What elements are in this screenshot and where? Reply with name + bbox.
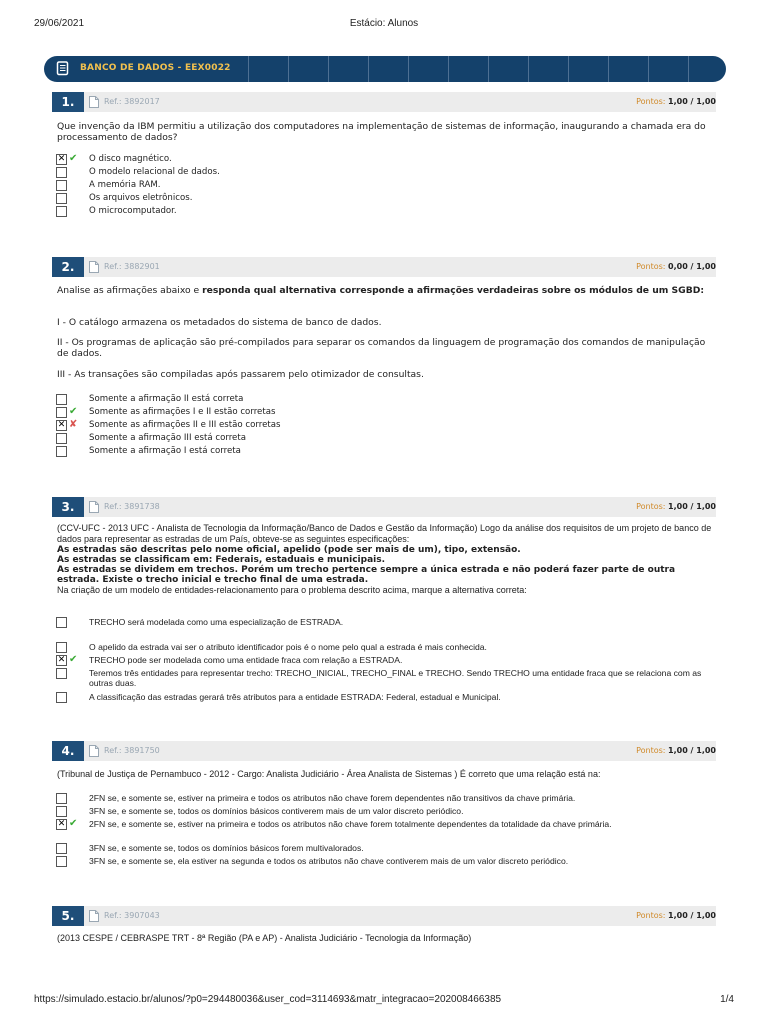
answer-checkbox[interactable] <box>56 806 67 817</box>
question-ref: Ref.: 3907043 <box>104 911 160 920</box>
question-points: Pontos: 1,00 / 1,00 <box>636 97 716 106</box>
answer-checkbox[interactable] <box>56 642 67 653</box>
question-ref: Ref.: 3882901 <box>104 262 160 271</box>
wrong-x-icon: ✘ <box>69 419 78 430</box>
answer-option[interactable]: Teremos três entidades para representar trecho: TRECHO_INICIAL, TRECHO_FINAL e TRECHO. Sendo TRECHO uma entidade fraca que se relaciona com as outras duas. <box>56 668 722 692</box>
answer-option[interactable]: 3FN se, e somente se, todos os domínios básicos contiverem mais de um valor discreto periódico. <box>56 806 722 818</box>
question-ref: Ref.: 3892017 <box>104 97 160 106</box>
question-points: Pontos: 0,00 / 1,00 <box>636 262 716 271</box>
question-text: Analise as afirmações abaixo e responda qual alternativa corresponde a afirmações verdadeiras sobre os módulos de um SGBD: <box>57 285 704 296</box>
answer-option[interactable]: TRECHO será modelada como uma especialização de ESTRADA. <box>56 617 722 629</box>
answer-option[interactable]: ✕ ✔ TRECHO pode ser modelada como uma entidade fraca com relação a ESTRADA. <box>56 655 722 667</box>
answer-checkbox[interactable] <box>56 692 67 703</box>
print-title: Estácio: Alunos <box>349 18 419 29</box>
answer-checkbox[interactable] <box>56 206 67 217</box>
answer-option[interactable]: ✕ ✘ Somente as afirmações II e III estão corretas <box>56 420 722 432</box>
answer-checkbox[interactable] <box>56 856 67 867</box>
answer-checkbox[interactable] <box>56 655 67 666</box>
question-number: 5. <box>52 906 84 926</box>
answer-checkbox[interactable] <box>56 180 67 191</box>
document-icon[interactable] <box>89 745 99 757</box>
question-header <box>52 92 716 112</box>
question-ref: Ref.: 3891738 <box>104 502 160 511</box>
spec-3: As estradas se dividem em trechos. Porém um trecho pertence sempre a única estrada e não poderá fazer parte de outra estrada. Existe o trecho inicial e trecho final de uma estrada. <box>57 565 676 585</box>
question-instruction: Na criação de um modelo de entidades-relacionamento para o problema descrito acima, marque a alternativa correta: <box>57 585 527 595</box>
course-title: BANCO DE DADOS - EEX0022 <box>80 63 231 73</box>
answer-checkbox[interactable] <box>56 394 67 405</box>
spec-1: As estradas são descritas pelo nome oficial, apelido (pode ser mais de um), tipo, extensão. <box>57 545 521 555</box>
answer-option[interactable]: O microcomputador. <box>56 206 722 218</box>
answer-option[interactable]: Somente a afirmação III está correta <box>56 433 722 445</box>
answer-checkbox[interactable] <box>56 843 67 854</box>
question-header <box>52 906 716 926</box>
answer-option[interactable]: Os arquivos eletrônicos. <box>56 193 722 205</box>
answer-option[interactable]: A classificação das estradas gerará três atributos para a entidade ESTRADA: Federal, estadual e Municipal. <box>56 692 722 704</box>
answer-option[interactable]: 2FN se, e somente se, estiver na primeira e todos os atributos não chave forem dependentes não transitivos da chave primária. <box>56 793 722 805</box>
answer-option[interactable]: ✔ Somente as afirmações I e II estão corretas <box>56 407 722 419</box>
answer-option[interactable]: A memória RAM. <box>56 180 722 192</box>
correct-check-icon: ✔ <box>69 153 78 164</box>
page-number: 1/4 <box>720 994 734 1005</box>
correct-check-icon: ✔ <box>69 406 78 417</box>
answer-checkbox[interactable] <box>56 819 67 830</box>
course-banner <box>44 56 726 82</box>
question-header <box>52 741 716 761</box>
question-points: Pontos: 1,00 / 1,00 <box>636 746 716 755</box>
question-number: 4. <box>52 741 84 761</box>
document-icon[interactable] <box>89 501 99 513</box>
question-number: 3. <box>52 497 84 517</box>
question-text: Que invenção da IBM permitiu a utilização dos computadores na implementação de sistemas de informação, inaugurando a chamada era do processamento de dados? <box>57 121 706 143</box>
print-date: 29/06/2021 <box>34 18 85 29</box>
question-text: (2013 CESPE / CEBRASPE TRT - 8ª Região (PA e AP) - Analista Judiciário - Tecnologia da Informação) <box>57 933 472 943</box>
print-url: https://simulado.estacio.br/alunos/?p0=294480036&user_cod=3114693&matr_integracao=202008466385 <box>34 994 502 1005</box>
question-text: (Tribunal de Justiça de Pernambuco - 2012 - Cargo: Analista Judiciário - Área Analista de Sistemas ) É correto que uma relação está na: <box>57 769 601 779</box>
statement-2: II - Os programas de aplicação são pré-compilados para separar os comandos da linguagem de programação dos comandos de manipulação de dados. <box>57 337 706 359</box>
answer-option[interactable]: Somente a afirmação II está correta <box>56 394 722 406</box>
answer-option[interactable]: 3FN se, e somente se, todos os domínios básicos forem multivalorados. <box>56 843 722 855</box>
answer-option[interactable]: O apelido da estrada vai ser o atributo identificador pois é o nome pelo qual a estrada é mais conhecida. <box>56 642 722 654</box>
answer-option[interactable]: ✕ ✔ O disco magnético. <box>56 154 722 166</box>
answer-checkbox[interactable] <box>56 793 67 804</box>
document-icon[interactable] <box>89 910 99 922</box>
banner-dividers <box>248 56 726 82</box>
correct-check-icon: ✔ <box>69 818 78 829</box>
answer-option[interactable]: 3FN se, e somente se, ela estiver na segunda e todos os atributos não chave contiverem mais de um valor discreto periódico. <box>56 856 722 868</box>
document-icon[interactable] <box>89 96 99 108</box>
answer-option[interactable]: O modelo relacional de dados. <box>56 167 722 179</box>
print-footer <box>0 990 768 1010</box>
question-points: Pontos: 1,00 / 1,00 <box>636 502 716 511</box>
question-points: Pontos: 1,00 / 1,00 <box>636 911 716 920</box>
print-header <box>0 0 768 40</box>
question-ref: Ref.: 3891750 <box>104 746 160 755</box>
answer-option[interactable]: Somente a afirmação I está correta <box>56 446 722 458</box>
answer-checkbox[interactable] <box>56 668 67 679</box>
question-header <box>52 497 716 517</box>
statement-1: I - O catálogo armazena os metadados do sistema de banco de dados. <box>57 317 382 328</box>
answer-checkbox[interactable] <box>56 407 67 418</box>
answer-checkbox[interactable] <box>56 433 67 444</box>
document-icon[interactable] <box>89 261 99 273</box>
answer-checkbox[interactable] <box>56 167 67 178</box>
statement-3: III - As transações são compiladas após passarem pelo otimizador de consultas. <box>57 369 424 380</box>
question-number: 1. <box>52 92 84 112</box>
spec-2: As estradas se classificam em: Federais, estaduais e municipais. <box>57 555 386 565</box>
question-number: 2. <box>52 257 84 277</box>
answer-checkbox[interactable] <box>56 420 67 431</box>
answer-checkbox[interactable] <box>56 446 67 457</box>
question-header <box>52 257 716 277</box>
answer-checkbox[interactable] <box>56 154 67 165</box>
answer-checkbox[interactable] <box>56 617 67 628</box>
answer-checkbox[interactable] <box>56 193 67 204</box>
book-icon <box>56 61 70 76</box>
question-text: (CCV-UFC - 2013 UFC - Analista de Tecnologia da Informação/Banco de Dados e Gestão da Informação) Logo da análise dos requisitos de um projeto de banco de dados para representar as estradas de um País, obteve-se as seguintes especificações: <box>57 523 712 544</box>
answer-option[interactable]: ✕ ✔ 2FN se, e somente se, estiver na primeira e todos os atributos não chave forem totalmente dependentes da totalidade da chave primária. <box>56 819 722 843</box>
correct-check-icon: ✔ <box>69 654 78 665</box>
